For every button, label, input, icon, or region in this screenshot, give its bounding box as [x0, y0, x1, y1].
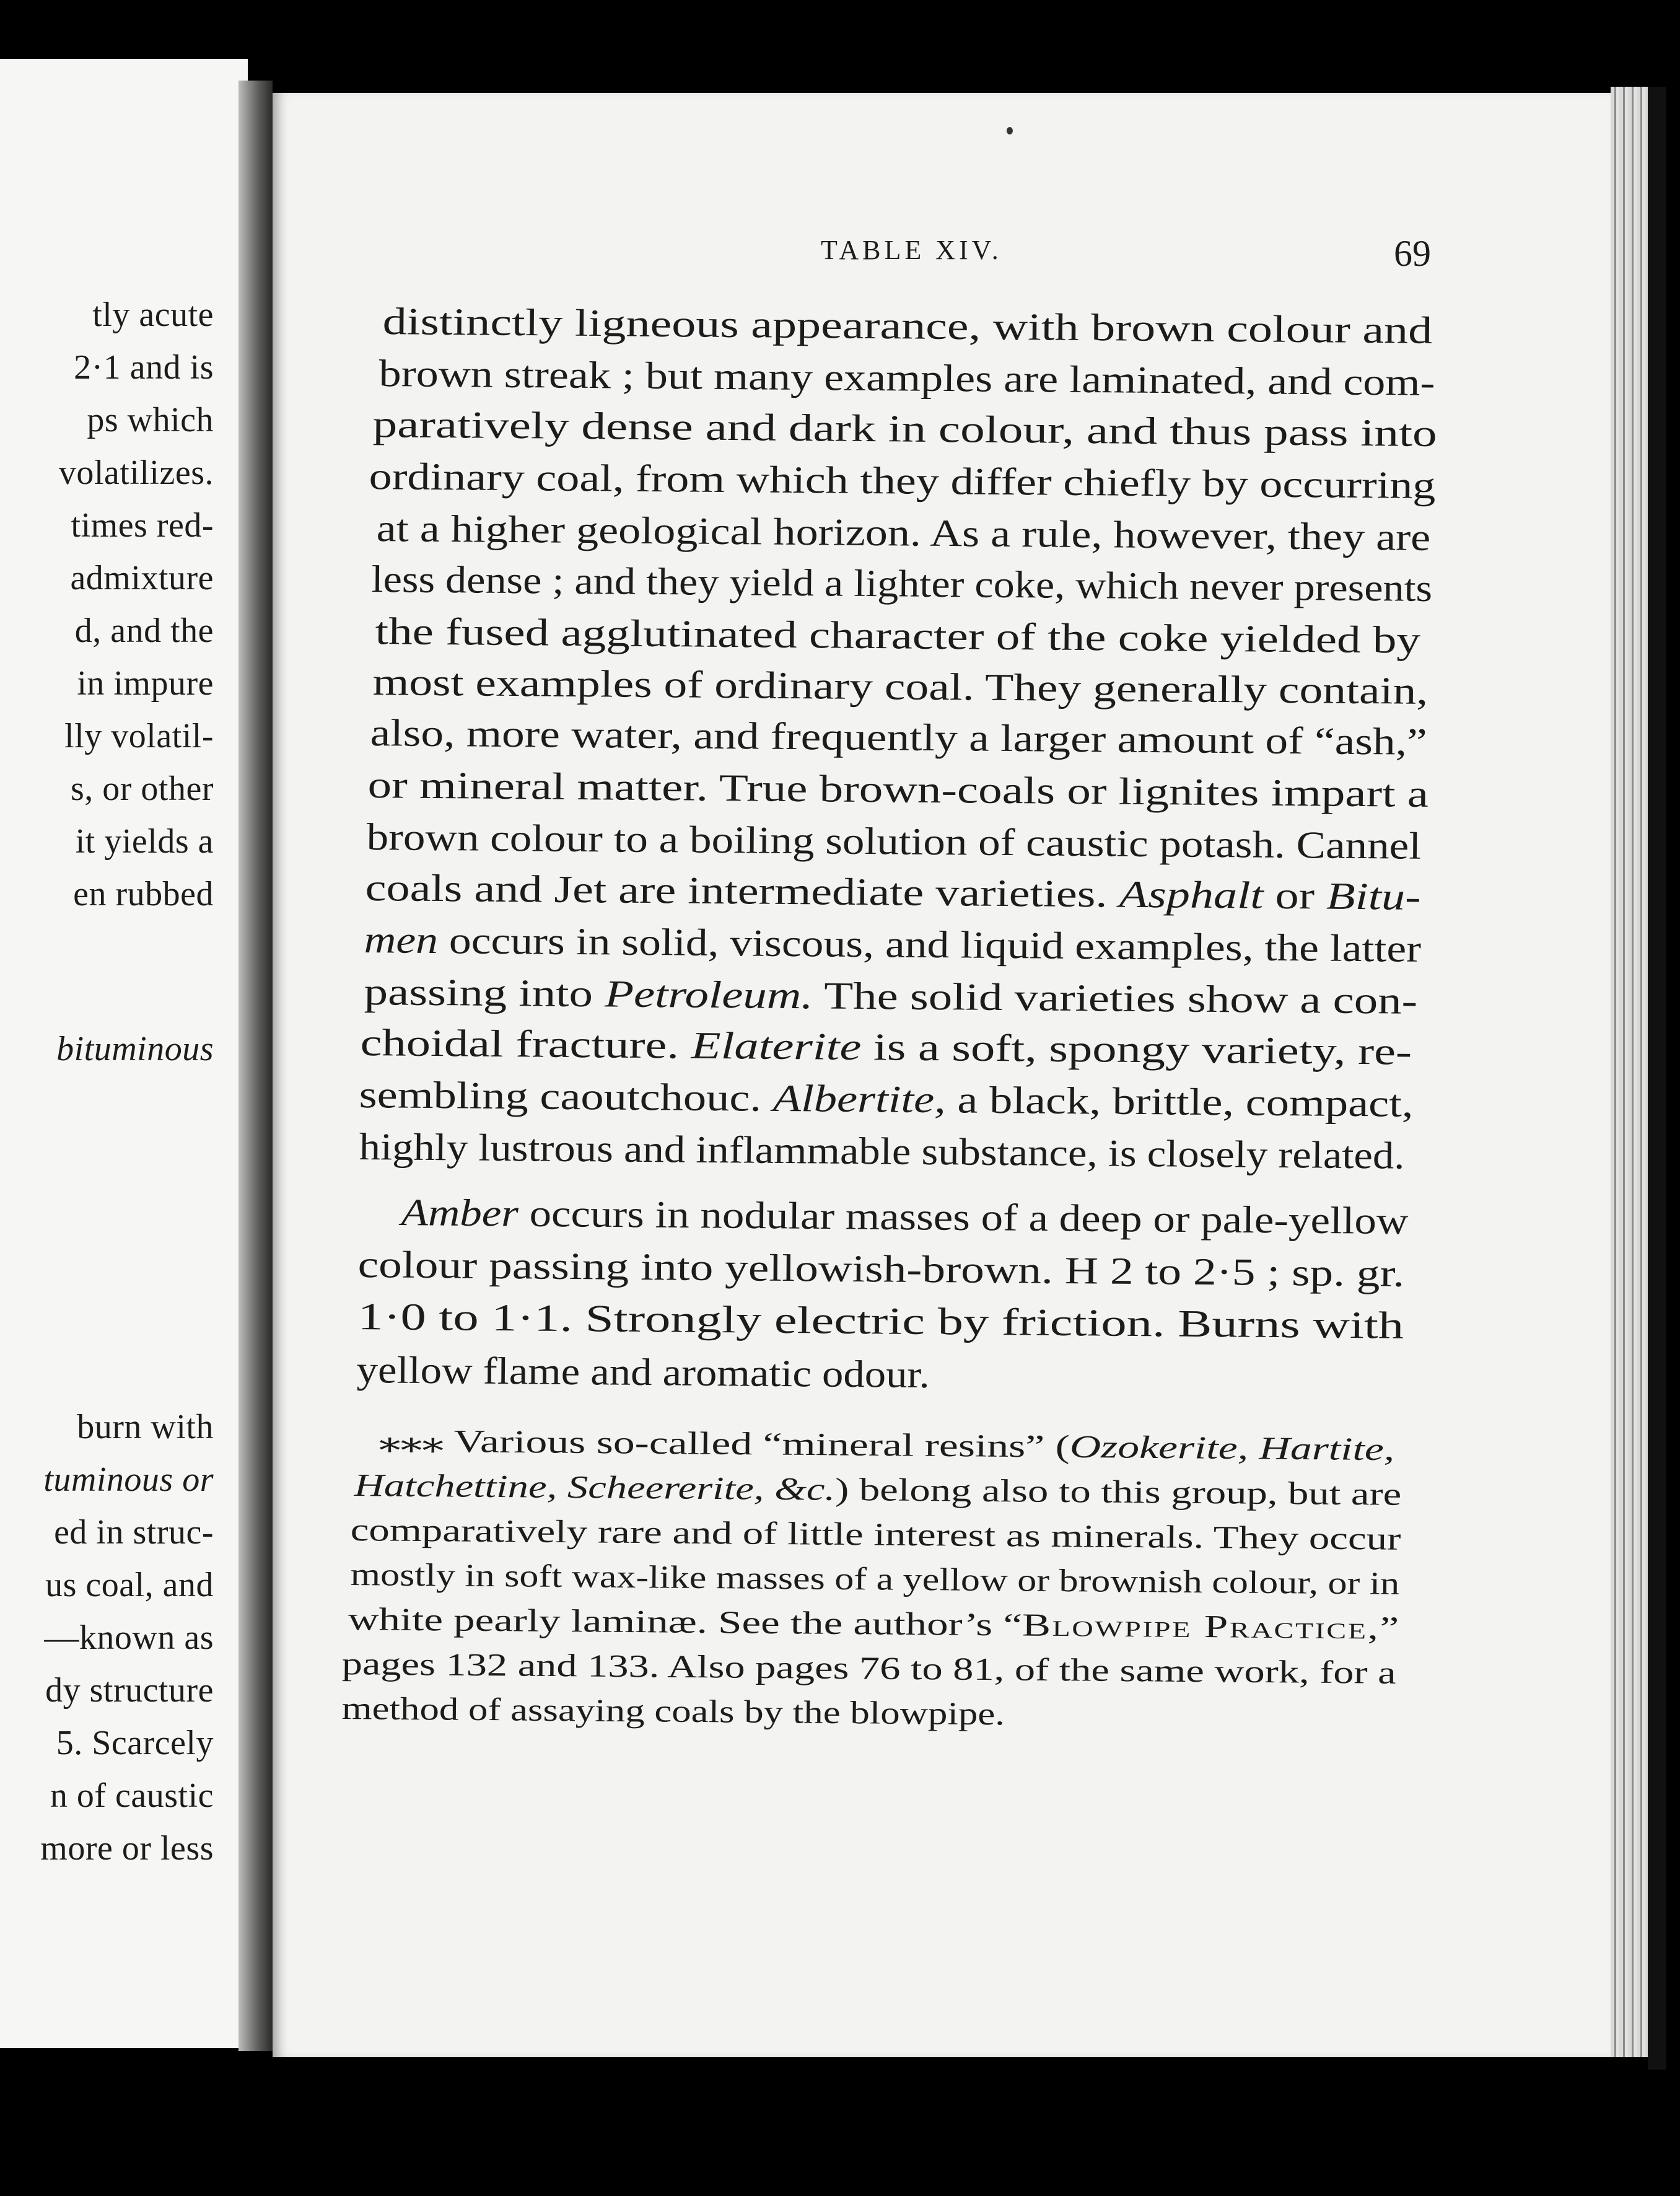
right-page — [273, 93, 1632, 2057]
left-page-line: bituminous — [56, 1030, 214, 1068]
text-run: ordinary coal, from which they differ chiefly by occurring — [369, 455, 1436, 507]
left-page-line: lly volatil- — [64, 717, 214, 755]
left-page-line: 5. Scarcely — [56, 1724, 214, 1762]
speck-mark — [1007, 127, 1013, 134]
text-run: men — [364, 919, 439, 962]
text-run: occurs in solid, viscous, and liquid examples, the latter — [437, 920, 1422, 970]
left-page-line: s, or other — [70, 770, 214, 808]
text-run: Ozokerite, — [1069, 1429, 1249, 1467]
text-run: white pearly laminæ. See the author’s “ — [348, 1602, 1023, 1643]
text-run: or mineral matter. True brown-coals or lignites impart a — [367, 764, 1429, 815]
text-run: most examples of ordinary coal. They generally contain, — [372, 661, 1428, 713]
left-page-line: ps which — [87, 401, 214, 439]
book-gutter — [238, 81, 273, 2051]
left-page-line: more or less — [40, 1829, 214, 1868]
left-page-line: admixture — [70, 559, 214, 597]
text-run: less dense ; and they yield a lighter coke, which never presents — [371, 558, 1433, 610]
left-page-line: tly acute — [92, 296, 214, 334]
text-run: Hatchettine, Scheererite, &c. — [354, 1468, 836, 1508]
text-run: paratively dense and dark in colour, and thus pass into — [372, 403, 1437, 455]
text-run: highly lustrous and inflammable substance, is closely related. — [359, 1126, 1405, 1177]
text-run: Bitu- — [1326, 875, 1421, 918]
text-run: mostly in soft wax-like masses of a yellow or brownish colour, or in — [350, 1557, 1400, 1602]
left-page-line: volatilizes. — [58, 454, 214, 492]
text-run: occurs in nodular masses of a deep or pale-yellow — [518, 1192, 1409, 1243]
text-run: Asphalt — [1119, 873, 1264, 917]
text-run: passing into — [364, 971, 605, 1016]
left-page-line: —known as — [44, 1618, 214, 1657]
text-run: 1·0 to 1·1. Strongly electric by friction. Burns with — [357, 1296, 1404, 1347]
page-edge-shadow — [1648, 87, 1666, 2070]
text-run: Hartite, — [1259, 1431, 1395, 1468]
text-run: a black, brittle, compact, — [945, 1079, 1414, 1125]
text-run: brown colour to a boiling solution of caustic potash. Cannel — [366, 816, 1422, 867]
text-run: ” — [1380, 1610, 1399, 1646]
left-page-line: it yields a — [75, 822, 214, 861]
text-run: distinctly ligneous appearance, with brown colour and — [382, 301, 1433, 352]
left-page-line: 2·1 and is — [74, 348, 214, 387]
page-number: 69 — [1394, 233, 1431, 274]
text-run: Petroleum. — [604, 973, 813, 1017]
text-run: method of assaying coals by the blowpipe. — [341, 1691, 1005, 1733]
text-run: choidal fracture. — [360, 1022, 691, 1067]
text-run: yellow flame and aromatic odour. — [356, 1349, 930, 1397]
left-page-line: d, and the — [74, 612, 214, 650]
text-run: ) belong also to this group, but are — [834, 1472, 1402, 1513]
text-run: at a higher geological horizon. As a rule, however, they are — [376, 507, 1431, 559]
text-run: The solid varieties show a con- — [813, 975, 1418, 1022]
text-run: is a soft, spongy variety, re- — [861, 1026, 1412, 1073]
text-run: colour passing into yellowish-brown. H 2 to 2·5 ; sp. gr. — [357, 1244, 1405, 1295]
text-run: ⁎⁎⁎ Various so-called “mineral resins” ( — [378, 1423, 1070, 1465]
text-run: comparatively rare and of little interest as minerals. They occur — [350, 1513, 1401, 1557]
left-page-line: en rubbed — [73, 875, 214, 913]
left-page-line: n of caustic — [50, 1777, 214, 1815]
left-page-line: us coal, and — [45, 1566, 214, 1604]
left-page-line: burn with — [77, 1408, 214, 1446]
text-run: Albertite, — [772, 1077, 947, 1122]
running-head: TABLE XIV. — [821, 235, 1002, 265]
left-page-line: dy structure — [45, 1671, 214, 1710]
text-run: the fused agglutinated character of the coke yielded by — [375, 610, 1421, 662]
text-run: Elaterite — [691, 1024, 862, 1069]
text-run: or — [1263, 874, 1327, 918]
left-page-line: tuminous or — [43, 1460, 214, 1499]
page-edge — [1611, 87, 1648, 2057]
text-run: sembling caoutchouc. — [359, 1074, 773, 1120]
text-run: brown streak ; but many examples are laminated, and com- — [378, 353, 1435, 404]
text-run: coals and Jet are intermediate varieties. — [365, 867, 1119, 916]
left-facing-page — [0, 59, 248, 2048]
text-run: pages 132 and 133. Also pages 76 to 81, of the same work, for a — [341, 1646, 1396, 1691]
text-run: Amber — [401, 1192, 519, 1235]
text-run: Blowpipe Practice, — [1022, 1607, 1380, 1646]
left-page-line: in impure — [77, 664, 214, 703]
left-page-line: times red- — [71, 506, 214, 545]
text-run: also, more water, and frequently a larger amount of “ash,” — [370, 712, 1427, 763]
left-page-line: ed in struc- — [54, 1513, 214, 1552]
